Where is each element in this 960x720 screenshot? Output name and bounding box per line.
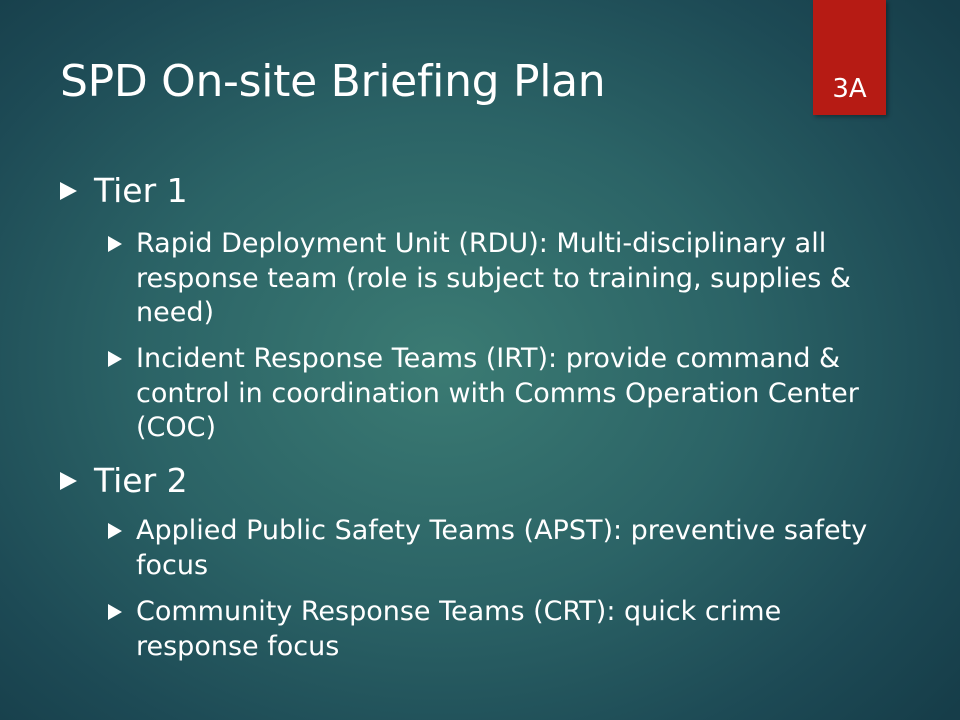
tier-2-label: Tier 2: [94, 461, 188, 500]
bullet-arrow-icon: [60, 472, 77, 490]
slide-number-badge: [813, 0, 886, 115]
tier-1-label: Tier 1: [94, 171, 188, 210]
tier-1-item-irt: [108, 342, 908, 446]
slide-title: SPD On-site Briefing Plan: [60, 56, 606, 107]
tier-1-item-rdu-text: Rapid Deployment Unit (RDU): Multi-disciplinary all response team (role is subject to training, supplies & need): [136, 228, 851, 328]
tier-2-item-crt-text: Community Response Teams (CRT): quick crime response focus: [136, 596, 782, 662]
slide-number: 3A: [832, 74, 867, 104]
tier-2-item-crt: [108, 595, 908, 664]
sub-bullet-arrow-icon: [108, 351, 122, 367]
tier-2-item-apst: [108, 514, 908, 583]
tier-2-item-apst-text: Applied Public Safety Teams (APST): preventive safety focus: [136, 515, 868, 581]
tier-1-item-rdu: [108, 227, 908, 331]
bullet-arrow-icon: [60, 182, 77, 200]
sub-bullet-arrow-icon: [108, 604, 122, 620]
tier-1-item-irt-text: Incident Response Teams (IRT): provide command & control in coordination with Comms Operation Center (COC): [136, 343, 859, 443]
sub-bullet-arrow-icon: [108, 236, 122, 252]
sub-bullet-arrow-icon: [108, 523, 122, 539]
